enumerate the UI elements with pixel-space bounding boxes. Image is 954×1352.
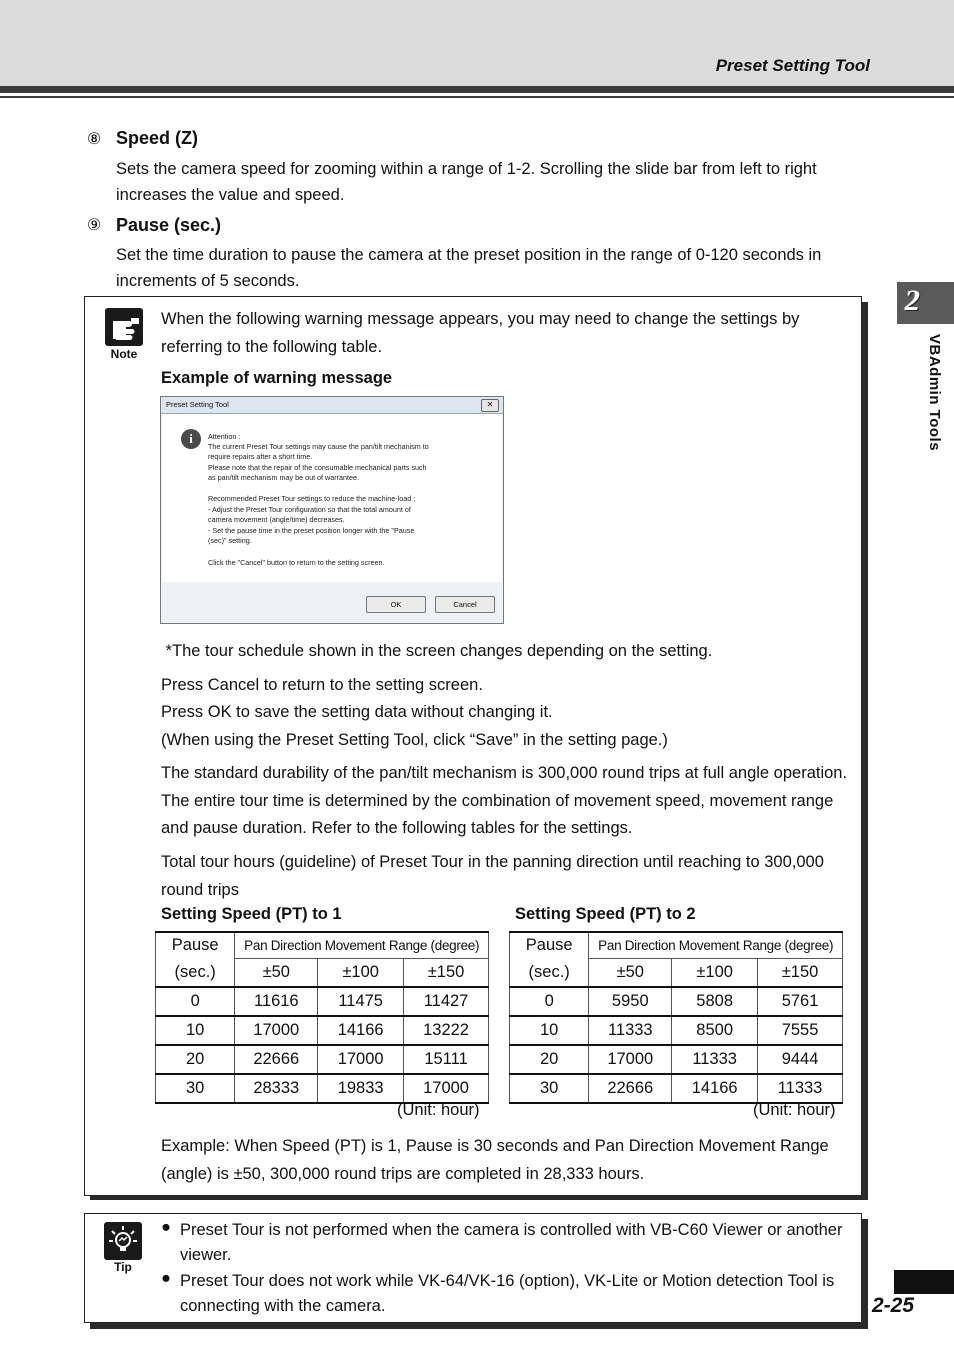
table-row [156, 1074, 489, 1103]
cell: 22666 [589, 1074, 672, 1103]
warning-dialog-screenshot [160, 396, 504, 624]
dialog-line: require repairs after a short time. [208, 452, 313, 461]
range-col: ±150 [404, 959, 489, 988]
dialog-title: Preset Setting Tool [166, 400, 229, 409]
cell: 17000 [589, 1045, 672, 1074]
cell: 10 [156, 1016, 235, 1045]
cell: 14166 [318, 1016, 404, 1045]
cell: 0 [156, 987, 235, 1016]
cell: 5761 [758, 987, 843, 1016]
tip-label: Tip [114, 1260, 132, 1274]
cell: 10 [510, 1016, 589, 1045]
running-header-title: Preset Setting Tool [715, 56, 870, 75]
cell: 11333 [672, 1045, 758, 1074]
pause-unit-header: (sec.) [156, 959, 235, 988]
cell: 30 [510, 1074, 589, 1103]
table-row [510, 1016, 843, 1045]
table-row [510, 1074, 843, 1103]
durability-paragraph: The standard durability of the pan/tilt mechanism is 300,000 round trips at full angle operation. The entire tour time is determined by the combination of movement speed, movement range and pause duration. Refer to the following tables for the settings. [161, 764, 848, 837]
table-row [510, 987, 843, 1016]
tip-bullet-2: Preset Tour does not work while VK-64/VK-16 (option), VK-Lite or Motion detection Tool is connecting with the camera. [180, 1272, 835, 1315]
item-number-8: ⑧ [86, 129, 102, 148]
info-icon: i [181, 429, 201, 449]
dialog-line: camera movement (angle/time) decreases. [208, 515, 345, 524]
table-speed-1 [155, 931, 489, 1104]
chapter-title: VBAdmin Tools [926, 334, 943, 452]
range-col: ±150 [758, 959, 843, 988]
dialog-line: as pan/tilt mechanism may be out of warrantee. [208, 473, 360, 482]
bullet-icon: ● [161, 1269, 171, 1287]
table-speed-2 [509, 931, 843, 1104]
press-ok-line: Press OK to save the setting data without changing it. [161, 703, 553, 721]
cell: 0 [510, 987, 589, 1016]
cell: 5808 [672, 987, 758, 1016]
dialog-ok-button: OK [366, 596, 426, 613]
header-rule-thin [0, 96, 954, 98]
cell: 17000 [235, 1016, 318, 1045]
section-body-speed-z: Sets the camera speed for zooming within a range of 1-2. Scrolling the slide bar from left to right increases the value and speed. [116, 160, 817, 204]
example-heading: Example of warning message [161, 369, 393, 387]
cell: 11333 [758, 1074, 843, 1103]
dialog-titlebar [161, 397, 503, 414]
save-hint-line: (When using the Preset Setting Tool, click “Save” in the setting page.) [161, 731, 668, 749]
close-icon: ✕ [481, 399, 499, 412]
cell: 30 [156, 1074, 235, 1103]
header-rule [0, 86, 954, 93]
dialog-line: (sec)" setting. [208, 536, 252, 545]
table1-heading: Setting Speed (PT) to 1 [161, 905, 342, 923]
range-header: Pan Direction Movement Range (degree) [589, 932, 843, 959]
table-row [156, 1045, 489, 1074]
cell: 9444 [758, 1045, 843, 1074]
cell: 11616 [235, 987, 318, 1016]
dialog-line: The current Preset Tour settings may cause the pan/tilt mechanism to [208, 442, 429, 451]
cell: 28333 [235, 1074, 318, 1103]
table2-heading: Setting Speed (PT) to 2 [515, 905, 696, 923]
dialog-line: Please note that the repair of the consumable mechanical parts such [208, 463, 427, 472]
range-col: ±50 [589, 959, 672, 988]
chapter-number: 2 [905, 284, 920, 317]
note-intro: When the following warning message appears, you may need to change the settings by referring to the following table. [161, 310, 800, 356]
tip-bullet-1: Preset Tour is not performed when the camera is controlled with VB-C60 Viewer or another viewer. [180, 1221, 843, 1264]
cell: 17000 [318, 1045, 404, 1074]
screen-footnote: *The tour schedule shown in the screen changes depending on the setting. [161, 642, 713, 660]
cell: 20 [156, 1045, 235, 1074]
cell: 11427 [404, 987, 489, 1016]
table-row [510, 1045, 843, 1074]
item-number-9: ⑨ [86, 215, 102, 234]
pause-unit-header: (sec.) [510, 959, 589, 988]
note-label: Note [110, 347, 138, 361]
table-row [156, 1016, 489, 1045]
dialog-line: Click the "Cancel" button to return to the setting screen. [208, 558, 385, 567]
table2-unit: (Unit: hour) [753, 1101, 836, 1119]
cell: 13222 [404, 1016, 489, 1045]
total-hours-paragraph: Total tour hours (guideline) of Preset Tour in the panning direction until reaching to 300,000 round trips [161, 853, 824, 899]
page-number: 2-25 [872, 1294, 915, 1317]
range-col: ±100 [672, 959, 758, 988]
bullet-icon: ● [161, 1218, 171, 1236]
cell: 14166 [672, 1074, 758, 1103]
range-header: Pan Direction Movement Range (degree) [235, 932, 489, 959]
section-heading-pause: Pause (sec.) [116, 215, 222, 235]
cell: 11475 [318, 987, 404, 1016]
range-col: ±100 [318, 959, 404, 988]
range-col: ±50 [235, 959, 318, 988]
section-heading-speed-z: Speed (Z) [116, 128, 199, 148]
cell: 7555 [758, 1016, 843, 1045]
cell: 11333 [589, 1016, 672, 1045]
table1-unit: (Unit: hour) [397, 1101, 480, 1119]
dialog-line: - Set the pause time in the preset position longer with the "Pause [208, 526, 415, 535]
cell: 17000 [404, 1074, 489, 1103]
cell: 15111 [404, 1045, 489, 1074]
dialog-line: Attention : [208, 432, 241, 441]
cell: 22666 [235, 1045, 318, 1074]
cell: 20 [510, 1045, 589, 1074]
dialog-line: Recommended Preset Tour settings to reduce the machine-load : [208, 494, 416, 503]
dialog-cancel-button: Cancel [435, 596, 495, 613]
section-body-pause: Set the time duration to pause the camera at the preset position in the range of 0-120 seconds in increments of 5 seconds. [116, 246, 822, 290]
note-icon [105, 308, 143, 346]
table-row [156, 987, 489, 1016]
pause-header: Pause [156, 932, 235, 959]
cell: 19833 [318, 1074, 404, 1103]
tip-lightbulb-icon [104, 1222, 142, 1260]
example-paragraph: Example: When Speed (PT) is 1, Pause is 30 seconds and Pan Direction Movement Range (angle) is ±50, 300,000 round trips are completed in 28,333 hours. [161, 1137, 829, 1183]
cell: 5950 [589, 987, 672, 1016]
page-bar [894, 1270, 954, 1294]
press-cancel-line: Press Cancel to return to the setting screen. [161, 676, 483, 694]
cell: 8500 [672, 1016, 758, 1045]
pause-header: Pause [510, 932, 589, 959]
dialog-line: - Adjust the Preset Tour configuration so that the total amount of [208, 505, 411, 514]
